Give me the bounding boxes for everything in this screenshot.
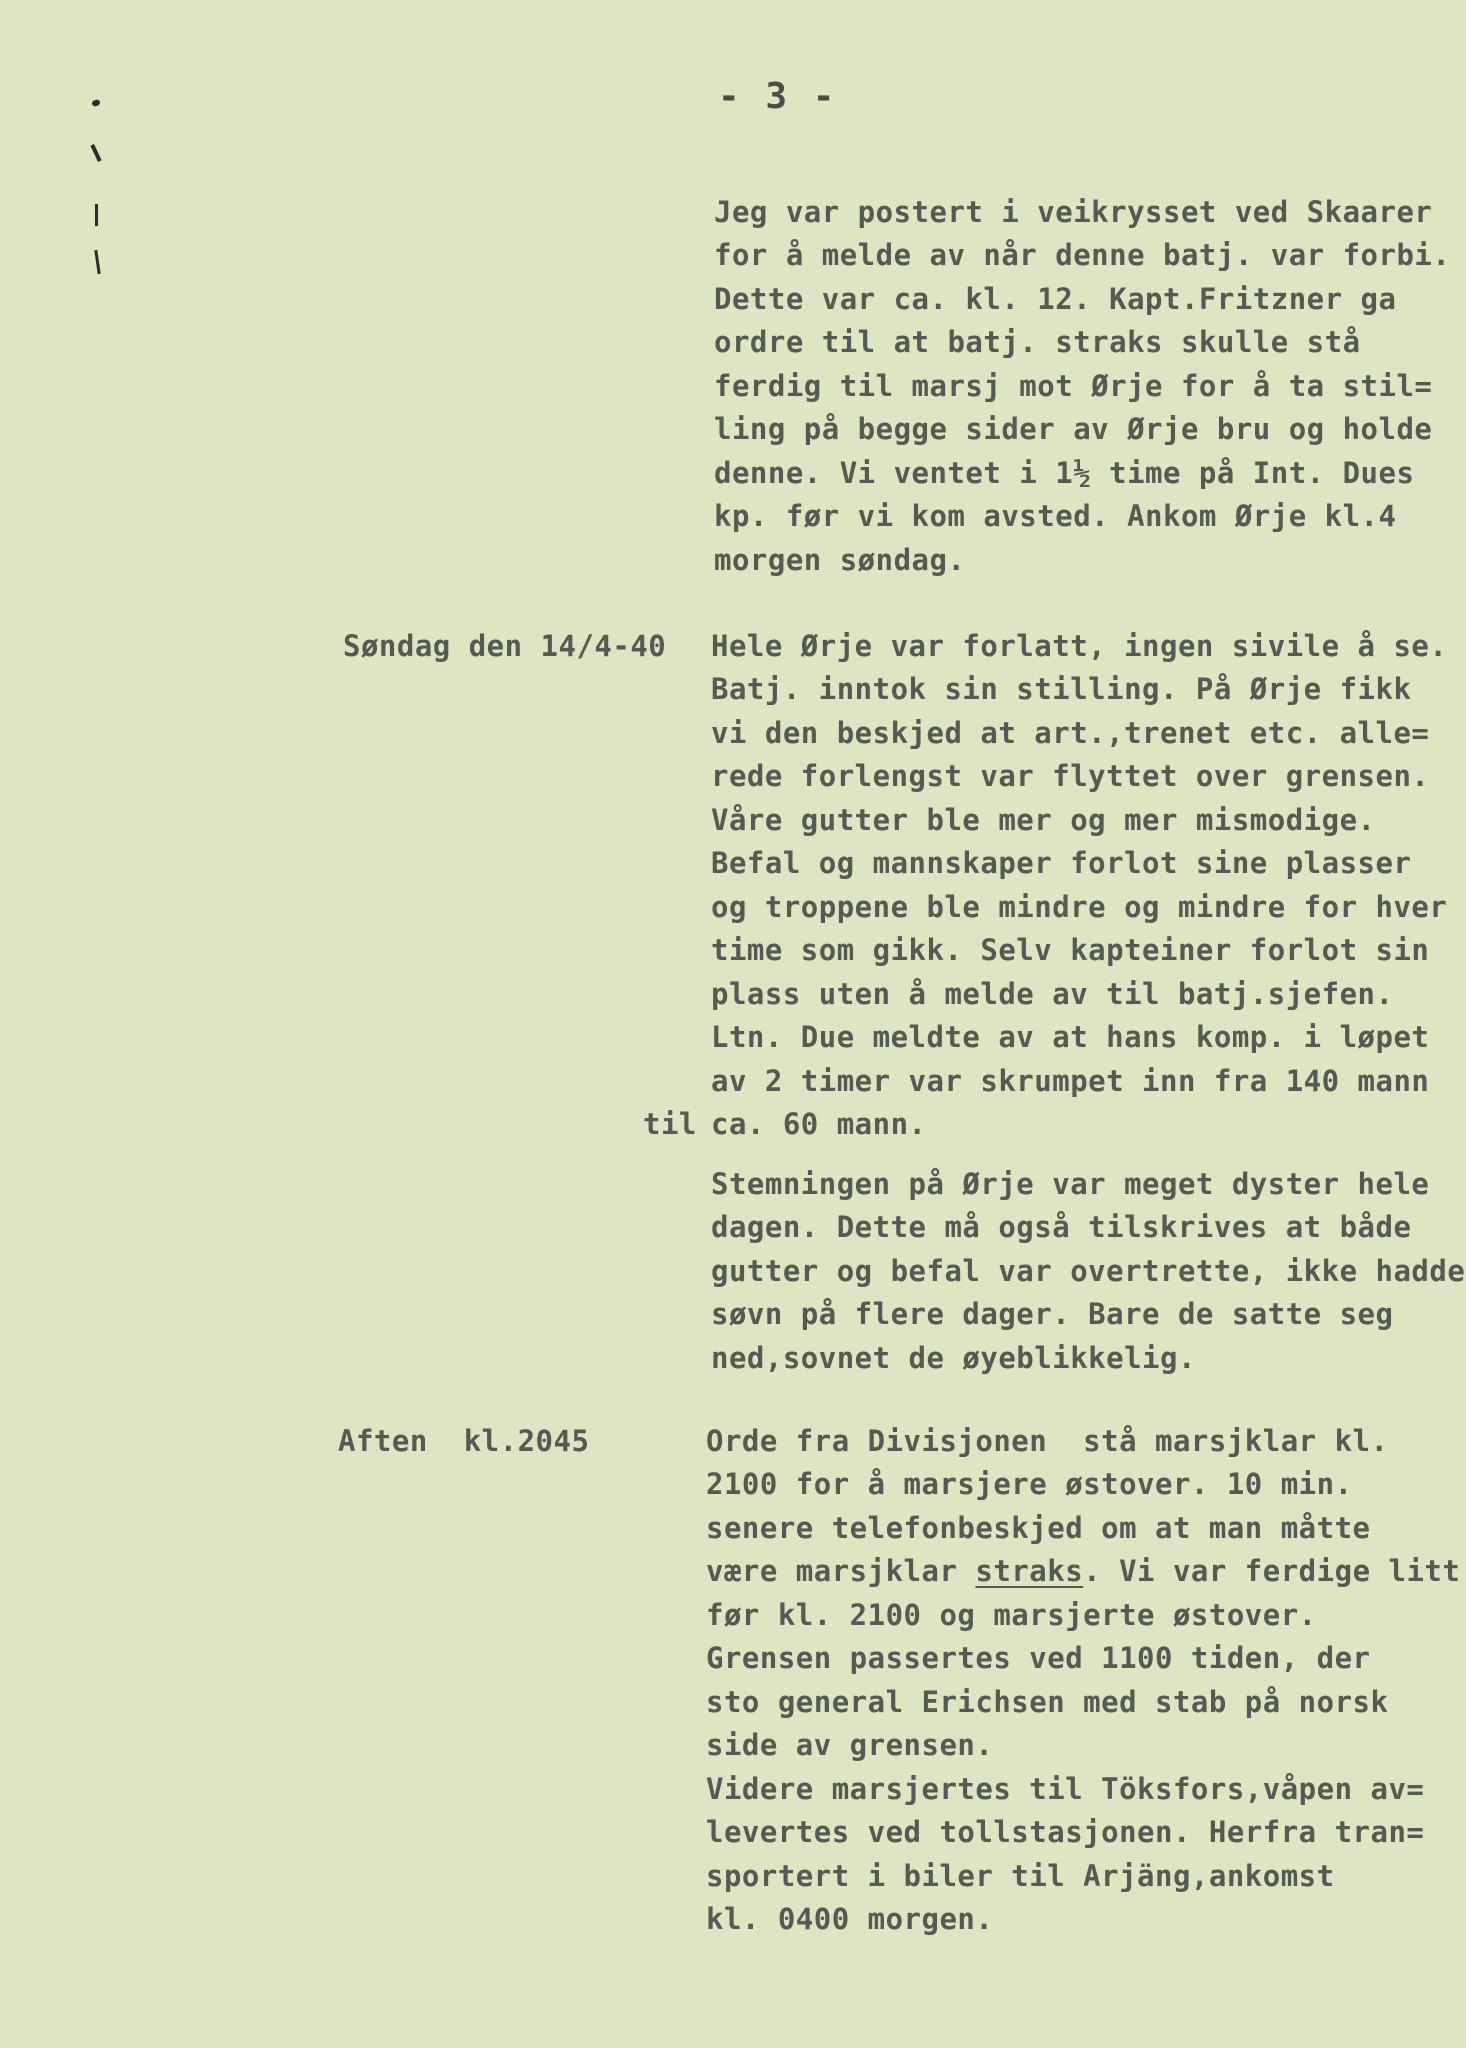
text-line: ned,sovnet de øyeblikkelig.	[711, 1341, 1196, 1375]
text-line: Ltn. Due meldte av at hans komp. i løpet	[711, 1020, 1430, 1054]
pencil-mark	[94, 250, 100, 274]
text-line: Befal og mannskaper forlot sine plasser	[711, 846, 1412, 880]
margin-pencil-marks	[86, 100, 106, 290]
pencil-mark	[91, 99, 101, 107]
text-line: før kl. 2100 og marsjerte østover.	[706, 1598, 1317, 1632]
text-line: av 2 timer var skrumpet inn fra 140 mann	[711, 1064, 1430, 1098]
text-segment: . Vi var ferdige litt	[1083, 1554, 1461, 1588]
text-line: levertes ved tollstasjonen. Herfra tran=	[706, 1815, 1425, 1849]
text-line: denne. Vi ventet i 1½ time på Int. Dues	[714, 456, 1415, 490]
text-line: sto general Erichsen med stab på norsk	[706, 1685, 1389, 1719]
text-line: senere telefonbeskjed om at man måtte	[706, 1511, 1371, 1545]
text-line: dagen. Dette må også tilskrives at både	[711, 1210, 1412, 1244]
text-line: gutter og befal var overtrette, ikke hadde	[711, 1254, 1466, 1288]
text-line: Grensen passertes ved 1100 tiden, der	[706, 1641, 1371, 1675]
time-label: Aften kl.2045	[338, 1424, 590, 1458]
text-line: Våre gutter ble mer og mer mismodige.	[711, 803, 1376, 837]
text-line: kl. 0400 morgen.	[706, 1902, 994, 1936]
text-segment: være marsjklar	[706, 1554, 976, 1588]
date-label: Søndag den 14/4-40	[343, 629, 667, 663]
underlined-word: straks	[975, 1554, 1084, 1588]
text-line: Dette var ca. kl. 12. Kapt.Fritzner ga	[714, 282, 1397, 316]
page-number: - 3 -	[718, 76, 837, 117]
text-line: Hele Ørje var forlatt, ingen sivile å se.	[711, 629, 1448, 663]
text-line: plass uten å melde av til batj.sjefen.	[711, 977, 1394, 1011]
pencil-mark	[90, 144, 101, 162]
text-line: Jeg var postert i veikrysset ved Skaarer	[714, 195, 1433, 229]
text-line: søvn på flere dager. Bare de satte seg	[711, 1297, 1394, 1331]
text-line: sportert i biler til Arjäng,ankomst	[706, 1859, 1335, 1893]
text-line: ordre til at batj. straks skulle stå	[714, 325, 1361, 359]
inline-label: til	[643, 1107, 697, 1141]
text-line	[706, 1554, 1461, 1588]
text-line: for å melde av når denne batj. var forbi.	[714, 238, 1451, 272]
text-line: vi den beskjed at art.,trenet etc. alle=	[711, 716, 1430, 750]
text-line: 2100 for å marsjere østover. 10 min.	[706, 1467, 1353, 1501]
text-line: time som gikk. Selv kapteiner forlot sin	[711, 933, 1430, 967]
text-line: og troppene ble mindre og mindre for hver	[711, 890, 1448, 924]
text-line: morgen søndag.	[714, 543, 966, 577]
text-line: kp. før vi kom avsted. Ankom Ørje kl.4	[714, 499, 1397, 533]
text-line: Orde fra Divisjonen stå marsjklar kl.	[706, 1424, 1389, 1458]
text-line: ferdig til marsj mot Ørje for å ta stil=	[714, 369, 1433, 403]
text-line: Stemningen på Ørje var meget dyster hele	[711, 1167, 1430, 1201]
text-line: Videre marsjertes til Töksfors,våpen av=	[706, 1772, 1425, 1806]
text-line: side av grensen.	[706, 1728, 994, 1762]
pencil-mark	[95, 204, 98, 226]
text-line: rede forlengst var flyttet over grensen.	[711, 759, 1430, 793]
text-line: Batj. inntok sin stilling. På Ørje fikk	[711, 672, 1412, 706]
text-line: ca. 60 mann.	[711, 1107, 927, 1141]
text-line: ling på begge sider av Ørje bru og holde	[714, 412, 1433, 446]
